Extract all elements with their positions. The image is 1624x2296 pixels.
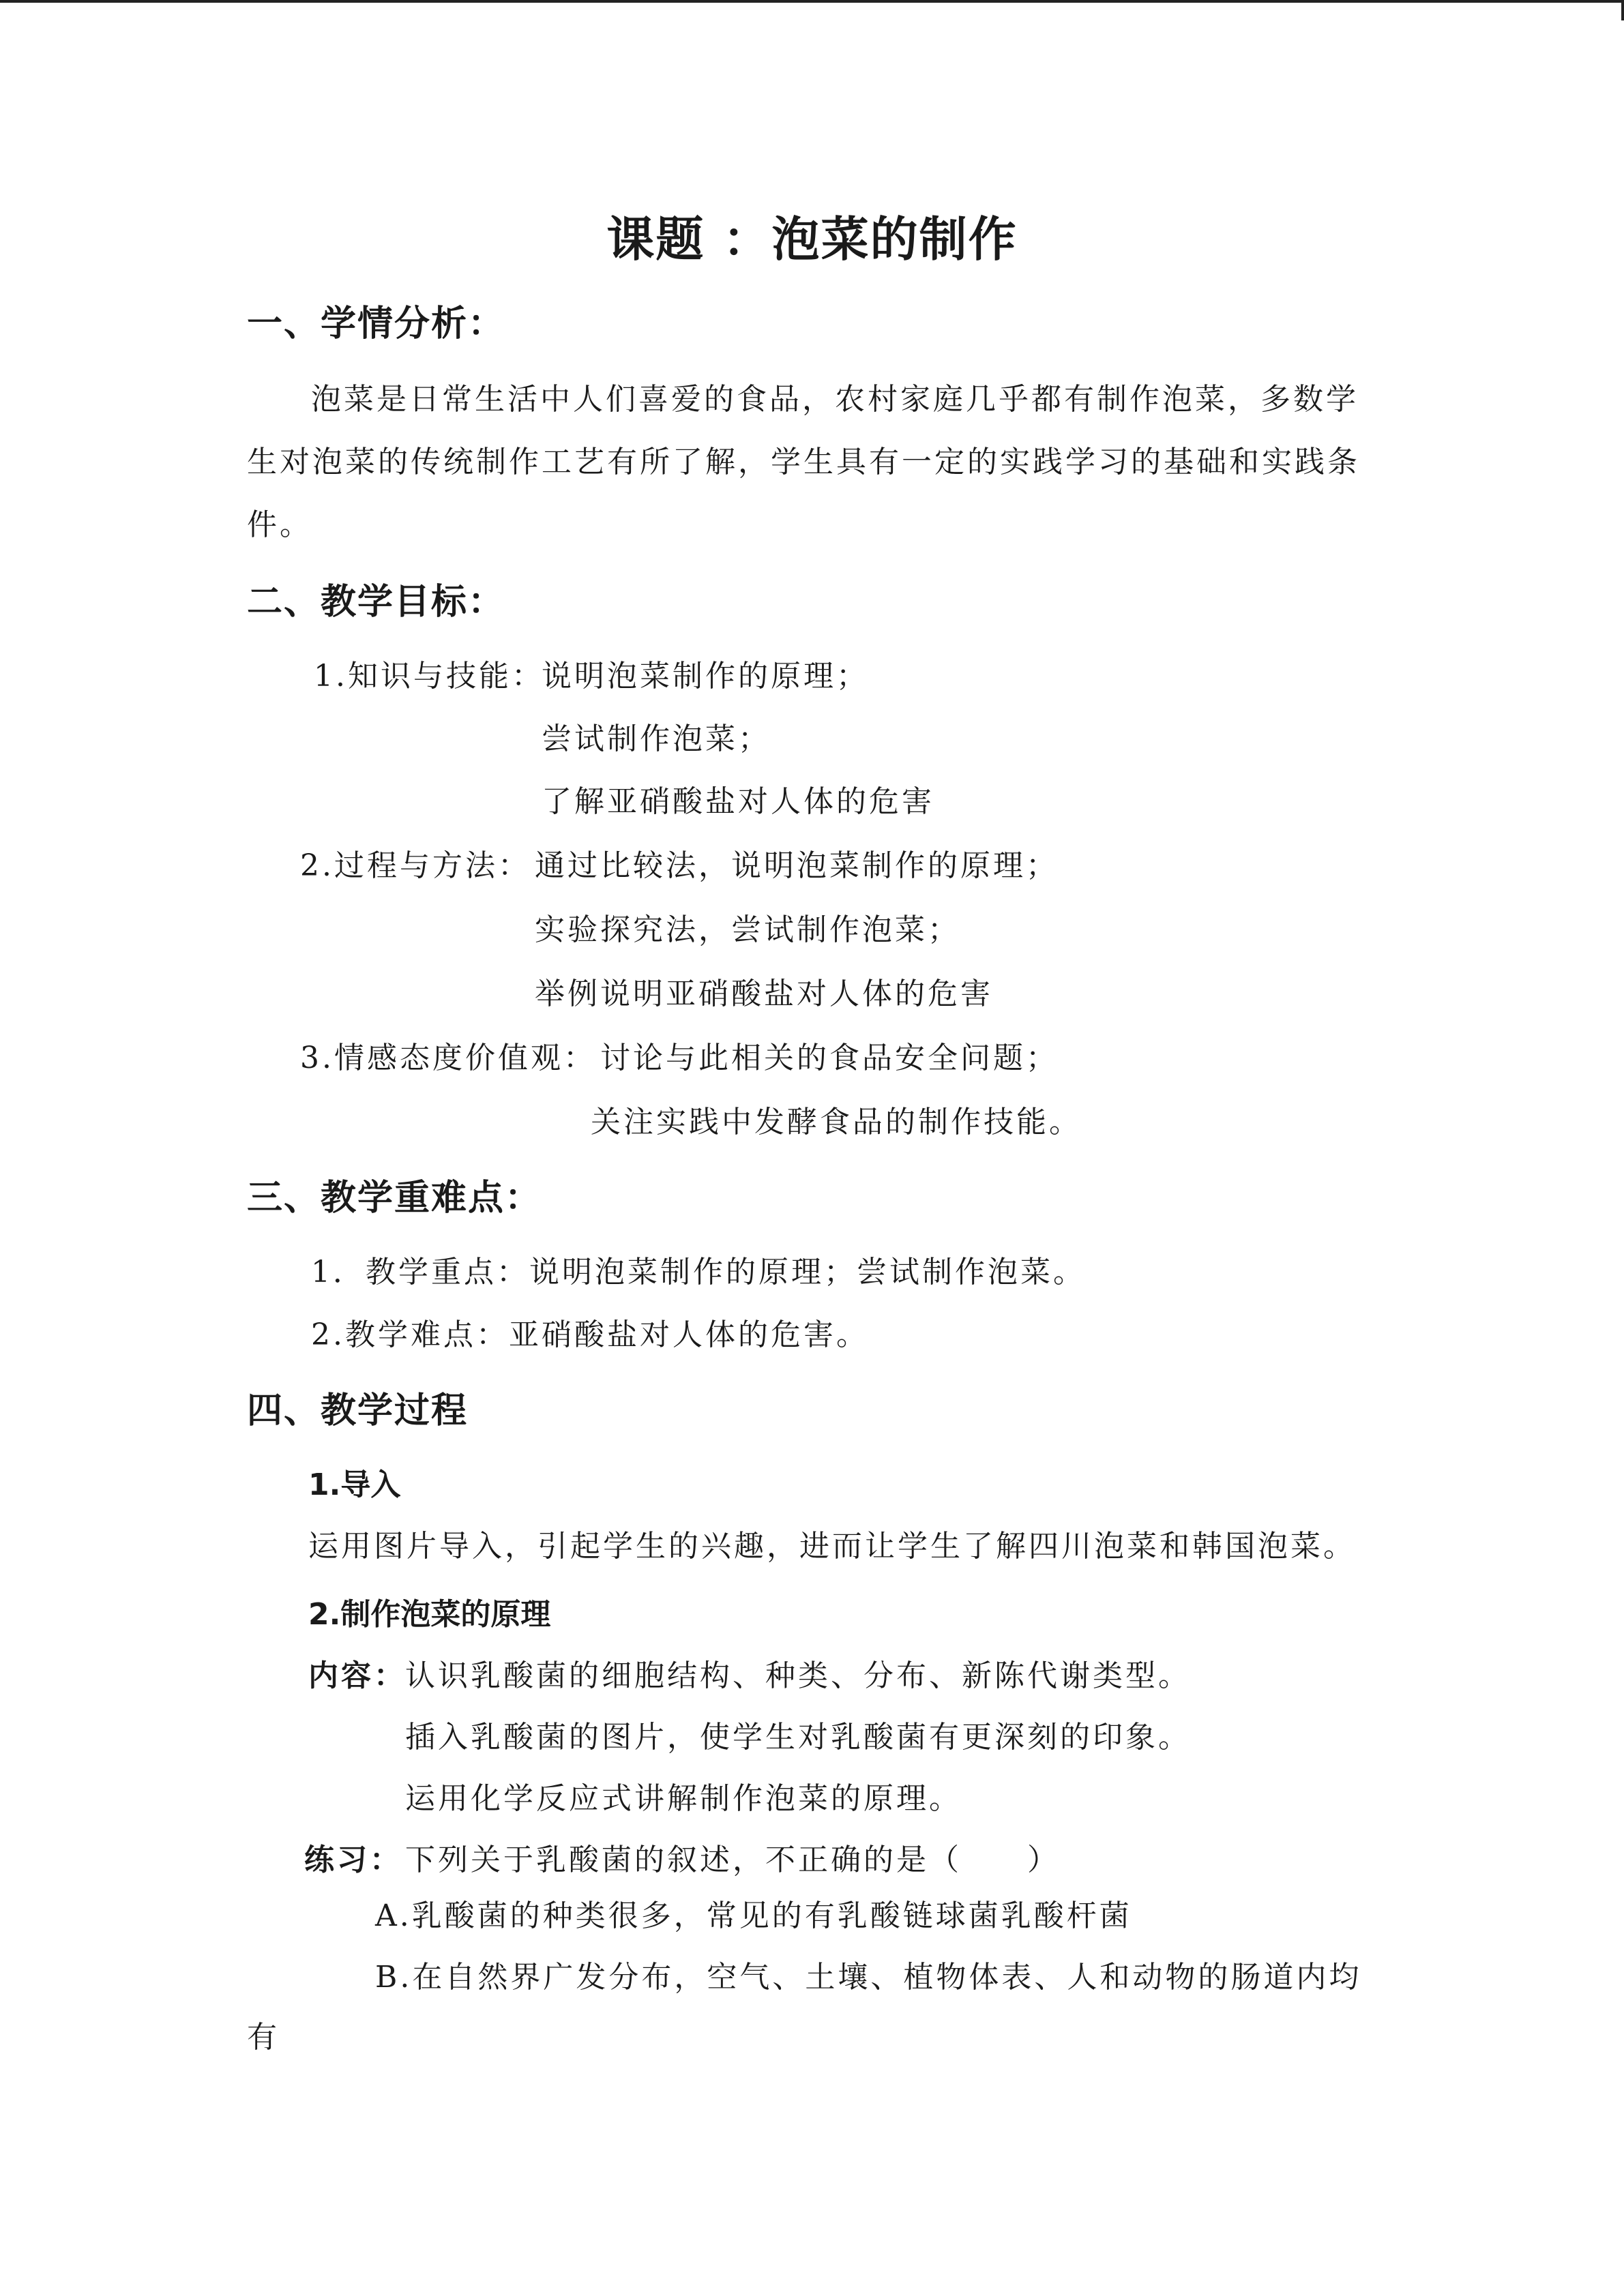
- exercise-option-b-line-1: B.在自然界广发分布，空气、土壤、植物体表、人和动物的肠道内均: [375, 1960, 1362, 1995]
- objective-1-line-2: 尝试制作泡菜；: [542, 721, 771, 756]
- page-top-border: [0, 0, 1624, 3]
- objective-1-line-1: 说明泡菜制作的原理；: [542, 659, 869, 694]
- exercise-question: 下列关于乳酸菌的叙述，不正确的是（ ）: [405, 1843, 1060, 1877]
- objective-1-label: 1.知识与技能：: [314, 659, 544, 694]
- objective-3-line-2: 关注实践中发酵食品的制作技能。: [591, 1105, 1082, 1139]
- exercise-option-b-line-2: 有: [247, 2020, 280, 2055]
- content-line-3: 运用化学反应式讲解制作泡菜的原理。: [405, 1781, 962, 1816]
- objective-3-label: 3.情感态度价值观：: [300, 1041, 596, 1075]
- objective-2-line-3: 举例说明亚硝酸盐对人体的危害: [535, 976, 993, 1011]
- page-right-border: [1621, 0, 1624, 20]
- section-heading-objectives: 二、教学目标：: [247, 582, 505, 623]
- section-heading-process: 四、教学过程: [247, 1390, 469, 1431]
- objective-3-line-1: 讨论与此相关的食品安全问题；: [600, 1041, 1059, 1075]
- content-label: 内容：: [308, 1658, 407, 1693]
- key-point-2: 2.教学难点：亚硝酸盐对人体的危害。: [311, 1317, 869, 1352]
- exercise-label: 练习：: [304, 1843, 402, 1877]
- process-step-1-heading: 1.导入: [308, 1467, 401, 1502]
- content-line-1: 认识乳酸菌的细胞结构、种类、分布、新陈代谢类型。: [405, 1658, 1191, 1693]
- objective-2-line-2: 实验探究法，尝试制作泡菜；: [535, 912, 960, 947]
- key-point-1: 1．教学重点：说明泡菜制作的原理；尝试制作泡菜。: [311, 1255, 1086, 1289]
- content-line-2: 插入乳酸菌的图片，使学生对乳酸菌有更深刻的印象。: [405, 1720, 1191, 1755]
- page-title: 课题 ：泡菜的制作: [606, 211, 1018, 267]
- objective-1-line-3: 了解亚硝酸盐对人体的危害: [542, 784, 934, 819]
- section-heading-analysis: 一、学情分析：: [247, 303, 505, 344]
- objective-2-label: 2.过程与方法：: [300, 848, 531, 883]
- analysis-paragraph-line-3: 件。: [247, 507, 312, 542]
- section-heading-key-points: 三、教学重难点：: [247, 1178, 542, 1219]
- objective-2-line-1: 通过比较法，说明泡菜制作的原理；: [535, 848, 1059, 883]
- process-step-1-text: 运用图片导入，引起学生的兴趣，进而让学生了解四川泡菜和韩国泡菜。: [308, 1529, 1356, 1564]
- analysis-paragraph-line-1: 泡菜是日常生活中人们喜爱的食品，农村家庭几乎都有制作泡菜，多数学: [311, 382, 1359, 417]
- exercise-option-a: A.乳酸菌的种类很多，常见的有乳酸链球菌乳酸杆菌: [375, 1898, 1132, 1933]
- analysis-paragraph-line-2: 生对泡菜的传统制作工艺有所了解，学生具有一定的实践学习的基础和实践条: [247, 445, 1360, 479]
- process-step-2-heading: 2.制作泡菜的原理: [308, 1597, 551, 1632]
